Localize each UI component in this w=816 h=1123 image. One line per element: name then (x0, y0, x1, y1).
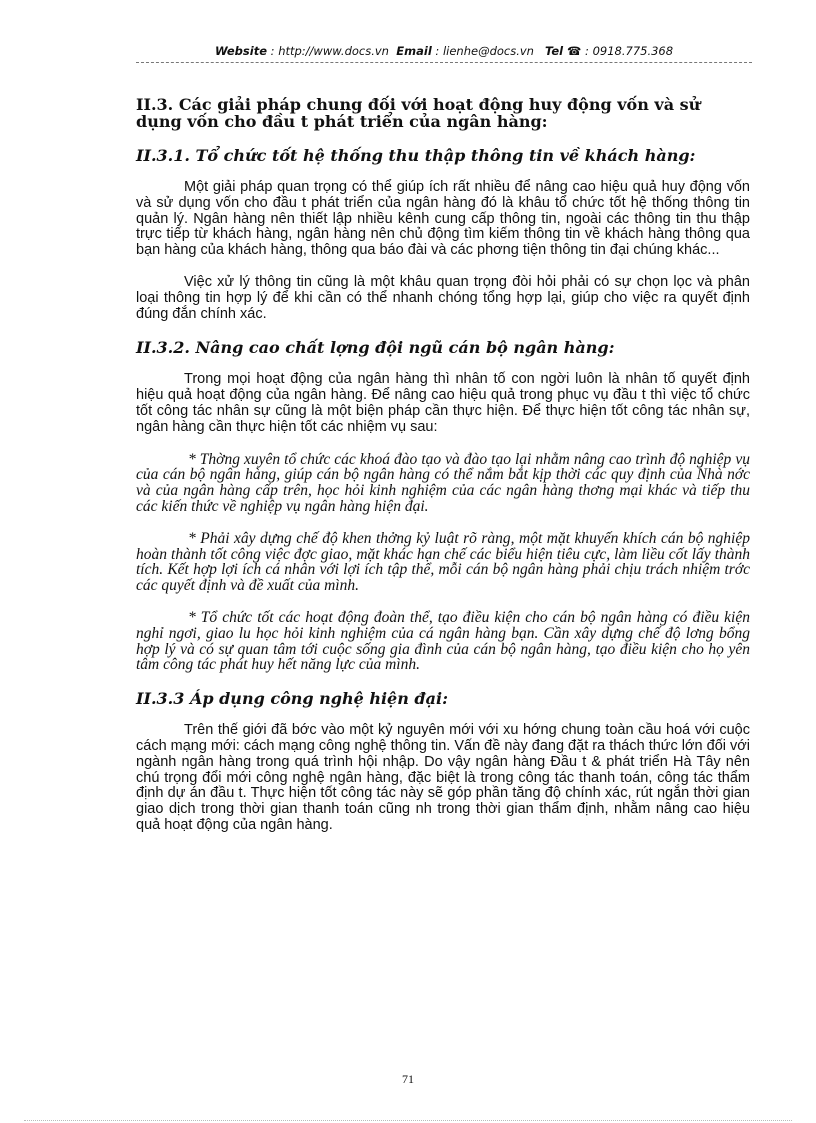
email-label: Email (396, 44, 432, 58)
task-item: * Phải xây dựng chế độ khen thởng kỷ luật rõ ràng, một mặt khuyến khích cán bộ nghiệp hoàn thành tốt công việc đợc giao, mặt khác hạn chế các biểu hiện tiêu cực, làm liều cốt lấy thành tích. Kết hợp lợi ích cá nhân với lợi ích tập thể, mỗi cán bộ ngân hàng phải chịu trách nhiệm trớc các quyết định và đề xuất của mình. (136, 529, 750, 595)
paragraph: Việc xử lý thông tin cũng là một khâu quan trọng đòi hỏi phải có sự chọn lọc và phân loại thông tin hợp lý để khi cần có thể nhanh chóng tổng hợp lại, giúp cho việc ra quyết định đúng đắn chính xác. (136, 273, 750, 322)
tel-label: Tel ☎ (544, 44, 582, 58)
subsection-heading-1: II.3.1. Tổ chức tốt hệ thống thu thập thông tin về khách hàng: (136, 146, 696, 165)
email-value: : lienhe@docs.vn (435, 44, 534, 58)
task-item: * Tổ chức tốt các hoạt động đoàn thể, tạo điều kiện cho cán bộ ngân hàng có điều kiện nghỉ ngơi, giao lu học hỏi kinh nghiệm của cá ngân hàng bạn. Cần xây dựng chế độ lơng bổng hợp lý và có sự quan tâm tới cuộc sống gia đình của cán bộ ngân hàng, tạo điều kiện cho họ yên tâm công tác phát huy hết năng lực của mình. (136, 608, 750, 674)
section-title: II.3. Các giải pháp chung đối với hoạt động huy động vốn và sử dụng vốn cho đầu t phát triển của ngân hàng: (136, 95, 701, 131)
website-label: Website (214, 44, 268, 58)
task-item: * Thờng xuyên tổ chức các khoá đào tạo và đào tạo lại nhằm nâng cao trình độ nghiệp vụ của cán bộ ngân hàng, giúp cán bộ ngân hàng có thể nắm bắt kịp thời các quy định của Nhà nớc và của ngân hàng cấp trên, học hỏi kinh nghiệm của các ngân hàng thơng mại khác và tiếp thu các kiến thức về nghiệp vụ ngân hàng hiện đại. (136, 450, 750, 515)
footer-divider (24, 1120, 792, 1121)
subsection-heading-3: II.3.3 Áp dụng công nghệ hiện đại: (136, 689, 448, 709)
paragraph: Trên thế giới đã bớc vào một kỷ nguyên mới với xu hớng chung toàn cầu hoá với cuộc cách mạng mới: cách mạng công nghệ thông tin. Vấn đề này đang đặt ra thách thức lớn đối với ngành ngân hàng trong quá trình hội nhập. Do vậy ngân hàng Đầu t & phát triển Hà Tây nên chú trọng đổi mới công nghệ ngân hàng, đặc biệt là trong công tác thanh toán, công tác thẩm định dự án đầu t. Thực hiện tốt công tác này sẽ góp phần tăng độ chính xác, rút ngắn thời gian giao dịch trong thời gian thanh toán cũng nh trong thời gian thẩm định, nhằm nâng cao hiệu quả hoạt động của ngân hàng. (136, 722, 750, 833)
tel-value: : 0918.775.368 (585, 44, 674, 58)
header-divider (136, 62, 752, 63)
subsection-heading-2: II.3.2. Nâng cao chất lợng đội ngũ cán bộ ngân hàng: (136, 338, 615, 358)
paragraph: Trong mọi hoạt động của ngân hàng thì nhân tố con ngời luôn là nhân tố quyết định hiệu quả hoạt động của ngân hàng. Để nâng cao hiệu quả trong phục vụ đầu t thì việc tổ chức tốt công tác nhân sự cũng là một biện pháp cần thực hiện. Để thực hiện tốt công tác nhân sự, ngân hàng cần thực hiện tốt các nhiệm vụ sau: (136, 371, 750, 435)
website-value: : http://www.docs.vn (270, 44, 389, 58)
page-number: 71 (402, 1072, 414, 1086)
page-content (136, 96, 750, 850)
paragraph: Một giải pháp quan trọng có thể giúp ích rất nhiều để nâng cao hiệu quả huy động vốn và sử dụng vốn cho đầu t phát triển của ngân hàng đó là khâu tổ chức tốt hệ thống thông tin quản lý. Ngân hàng nên thiết lập nhiều kênh cung cấp thông tin, ngoài các thông tin thu thập trực tiếp từ khách hàng, ngân hàng nên chủ động tìm kiếm thông tin về khách hàng thông qua bạn hàng của khách hàng, thông qua báo đài và các phơng tiện thông tin đại chúng khác... (136, 179, 750, 259)
page-header (136, 44, 752, 58)
